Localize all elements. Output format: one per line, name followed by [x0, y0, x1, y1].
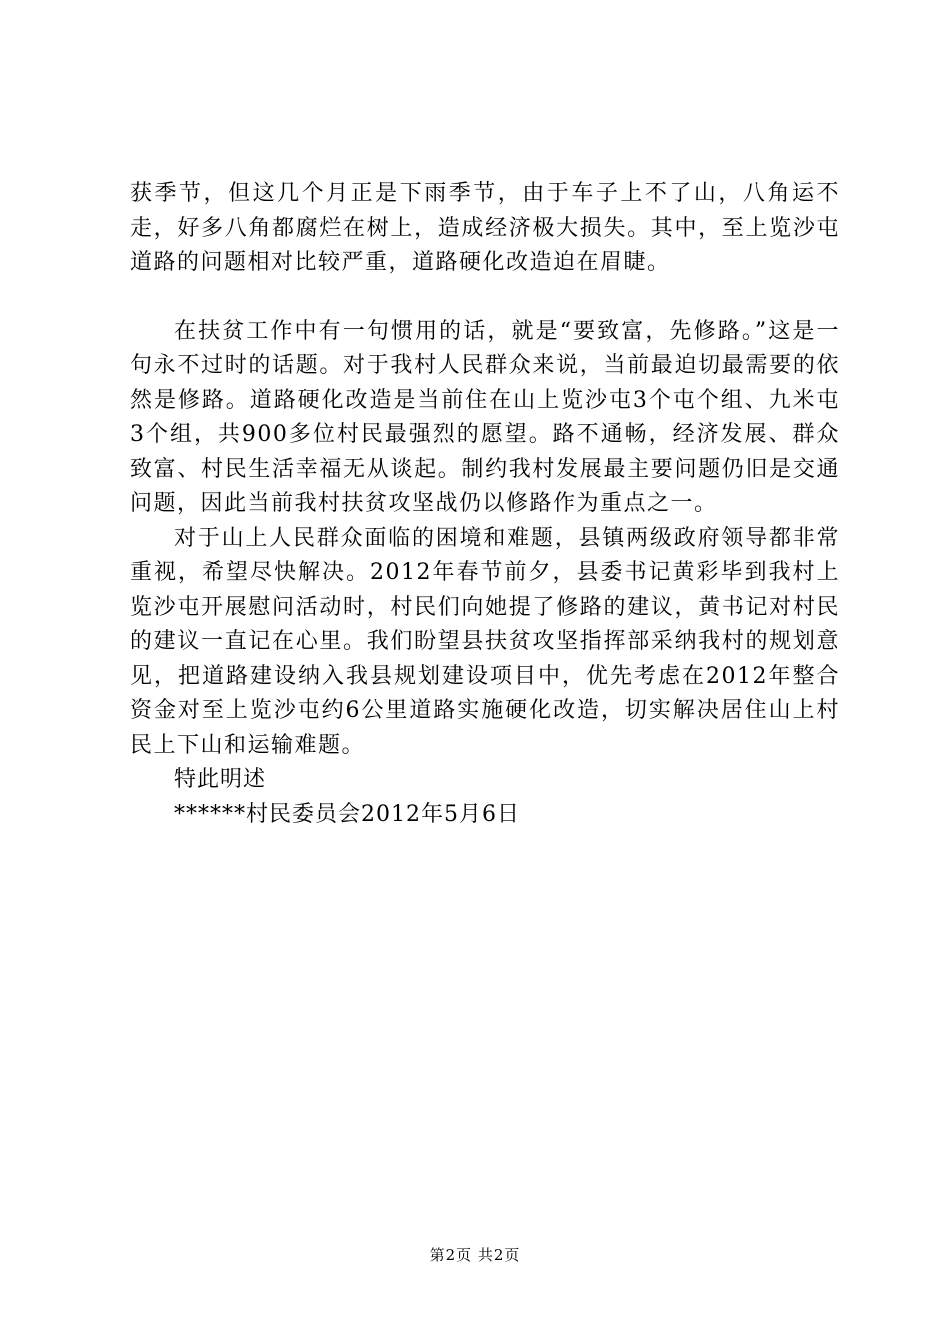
document-body	[130, 177, 840, 832]
closing-phrase: 特此明述	[174, 767, 267, 792]
page-footer: 第2页 共2页	[429, 1246, 521, 1264]
paragraph-road-importance: 在扶贫工作中有一句惯用的话，就是“要致富，先修路。”这是一句永不过时的话题。对于我村人民群众来说，当前最迫切最需要的依然是修路。道路硬化改造是当前住在山上览沙屯3个屯个组、九米屯3个组，共900多位村民最强烈的愿望。路不通畅，经济发展、群众致富、村民生活幸福无从谈起。制约我村发展最主要问题仍旧是交通问题，因此当前我村扶贫攻坚战仍以修路作为重点之一。	[130, 318, 840, 516]
signature-line: ******村民委员会2012年5月6日	[174, 801, 520, 827]
paragraph-request: 对于山上人民群众面临的困境和难题，县镇两级政府领导都非常重视，希望尽快解决。2012年春节前夕，县委书记黄彩毕到我村上览沙屯开展慰问活动时，村民们向她提了修路的建议，黄书记对村民的建议一直记在心里。我们盼望县扶贫攻坚指挥部采纳我村的规划意见，把道路建设纳入我县规划建设项目中，优先考虑在2012年整合资金对至上览沙屯约6公里道路实施硬化改造，切实解决居住山上村民上下山和运输难题。	[130, 525, 840, 758]
paragraph-continuation: 获季节，但这几个月正是下雨季节，由于车子上不了山，八角运不走，好多八角都腐烂在树上，造成经济极大损失。其中，至上览沙屯道路的问题相对比较严重，道路硬化改造迫在眉睫。	[130, 181, 840, 275]
